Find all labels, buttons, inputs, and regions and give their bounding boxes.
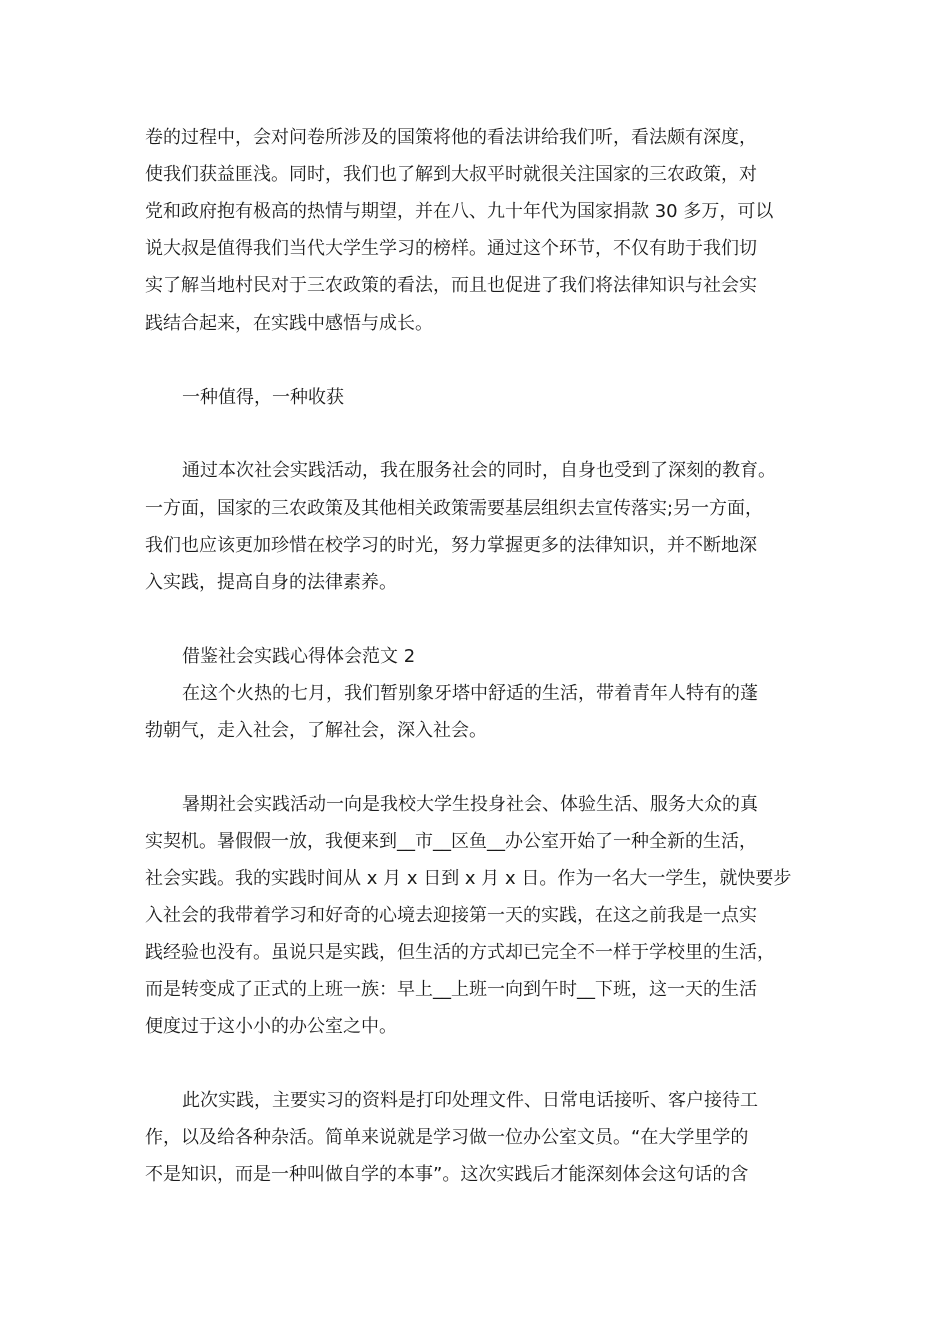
- section-heading: 一种值得，一种收获: [182, 387, 344, 408]
- text-line: 卷的过程中，会对问卷所涉及的国策将他的看法讲给我们听，看法颇有深度，: [145, 127, 757, 148]
- text-line: 说大叔是值得我们当代大学生学习的榜样。通过这个环节，不仅有助于我们切: [145, 238, 757, 259]
- text-line: 入社会的我带着学习和好奇的心境去迎接第一天的实践，在这之前我是一点实: [145, 905, 757, 926]
- text-line: 践结合起来，在实践中感悟与成长。: [145, 313, 433, 334]
- text-line: 通过本次社会实践活动，我在服务社会的同时，自身也受到了深刻的教育。: [182, 460, 776, 481]
- text-line: 勃朝气，走入社会，了解社会，深入社会。: [145, 720, 487, 741]
- text-line: 暑期社会实践活动一向是我校大学生投身社会、体验生活、服务大众的真: [182, 794, 758, 815]
- text-line: 不是知识，而是一种叫做自学的本事”。这次实践后才能深刻体会这句话的含: [145, 1164, 749, 1185]
- text-line: 而是转变成了正式的上班一族：早上__上班一向到午时__下班，这一天的生活: [145, 979, 757, 1000]
- text-line: 我们也应该更加珍惜在校学习的时光，努力掌握更多的法律知识，并不断地深: [145, 535, 757, 556]
- text-line: 在这个火热的七月，我们暂别象牙塔中舒适的生活，带着青年人特有的蓬: [182, 683, 758, 704]
- text-line: 作，以及给各种杂活。简单来说就是学习做一位办公室文员。“在大学里学的: [145, 1127, 749, 1148]
- text-line: 践经验也没有。虽说只是实践，但生活的方式却已完全不一样于学校里的生活，: [145, 942, 775, 963]
- text-line: 党和政府抱有极高的热情与期望，并在八、九十年代为国家捐款 30 多万，可以: [145, 201, 774, 222]
- text-line: 实契机。暑假假一放，我便来到__市__区鱼__办公室开始了一种全新的生活，: [145, 831, 757, 852]
- text-line: 实了解当地村民对于三农政策的看法，而且也促进了我们将法律知识与社会实: [145, 275, 757, 296]
- text-line: 此次实践，主要实习的资料是打印处理文件、日常电话接听、客户接待工: [182, 1090, 758, 1111]
- text-line: 便度过于这小小的办公室之中。: [145, 1016, 397, 1037]
- text-line: 一方面，国家的三农政策及其他相关政策需要基层组织去宣传落实;另一方面，: [145, 498, 764, 519]
- text-line: 入实践，提高自身的法律素养。: [145, 572, 397, 593]
- article-title: 借鉴社会实践心得体会范文 2: [182, 646, 416, 667]
- text-line: 使我们获益匪浅。同时，我们也了解到大叔平时就很关注国家的三农政策，对: [145, 164, 757, 185]
- text-line: 社会实践。我的实践时间从 x 月 x 日到 x 月 x 日。作为一名大一学生，就快要步: [145, 868, 792, 889]
